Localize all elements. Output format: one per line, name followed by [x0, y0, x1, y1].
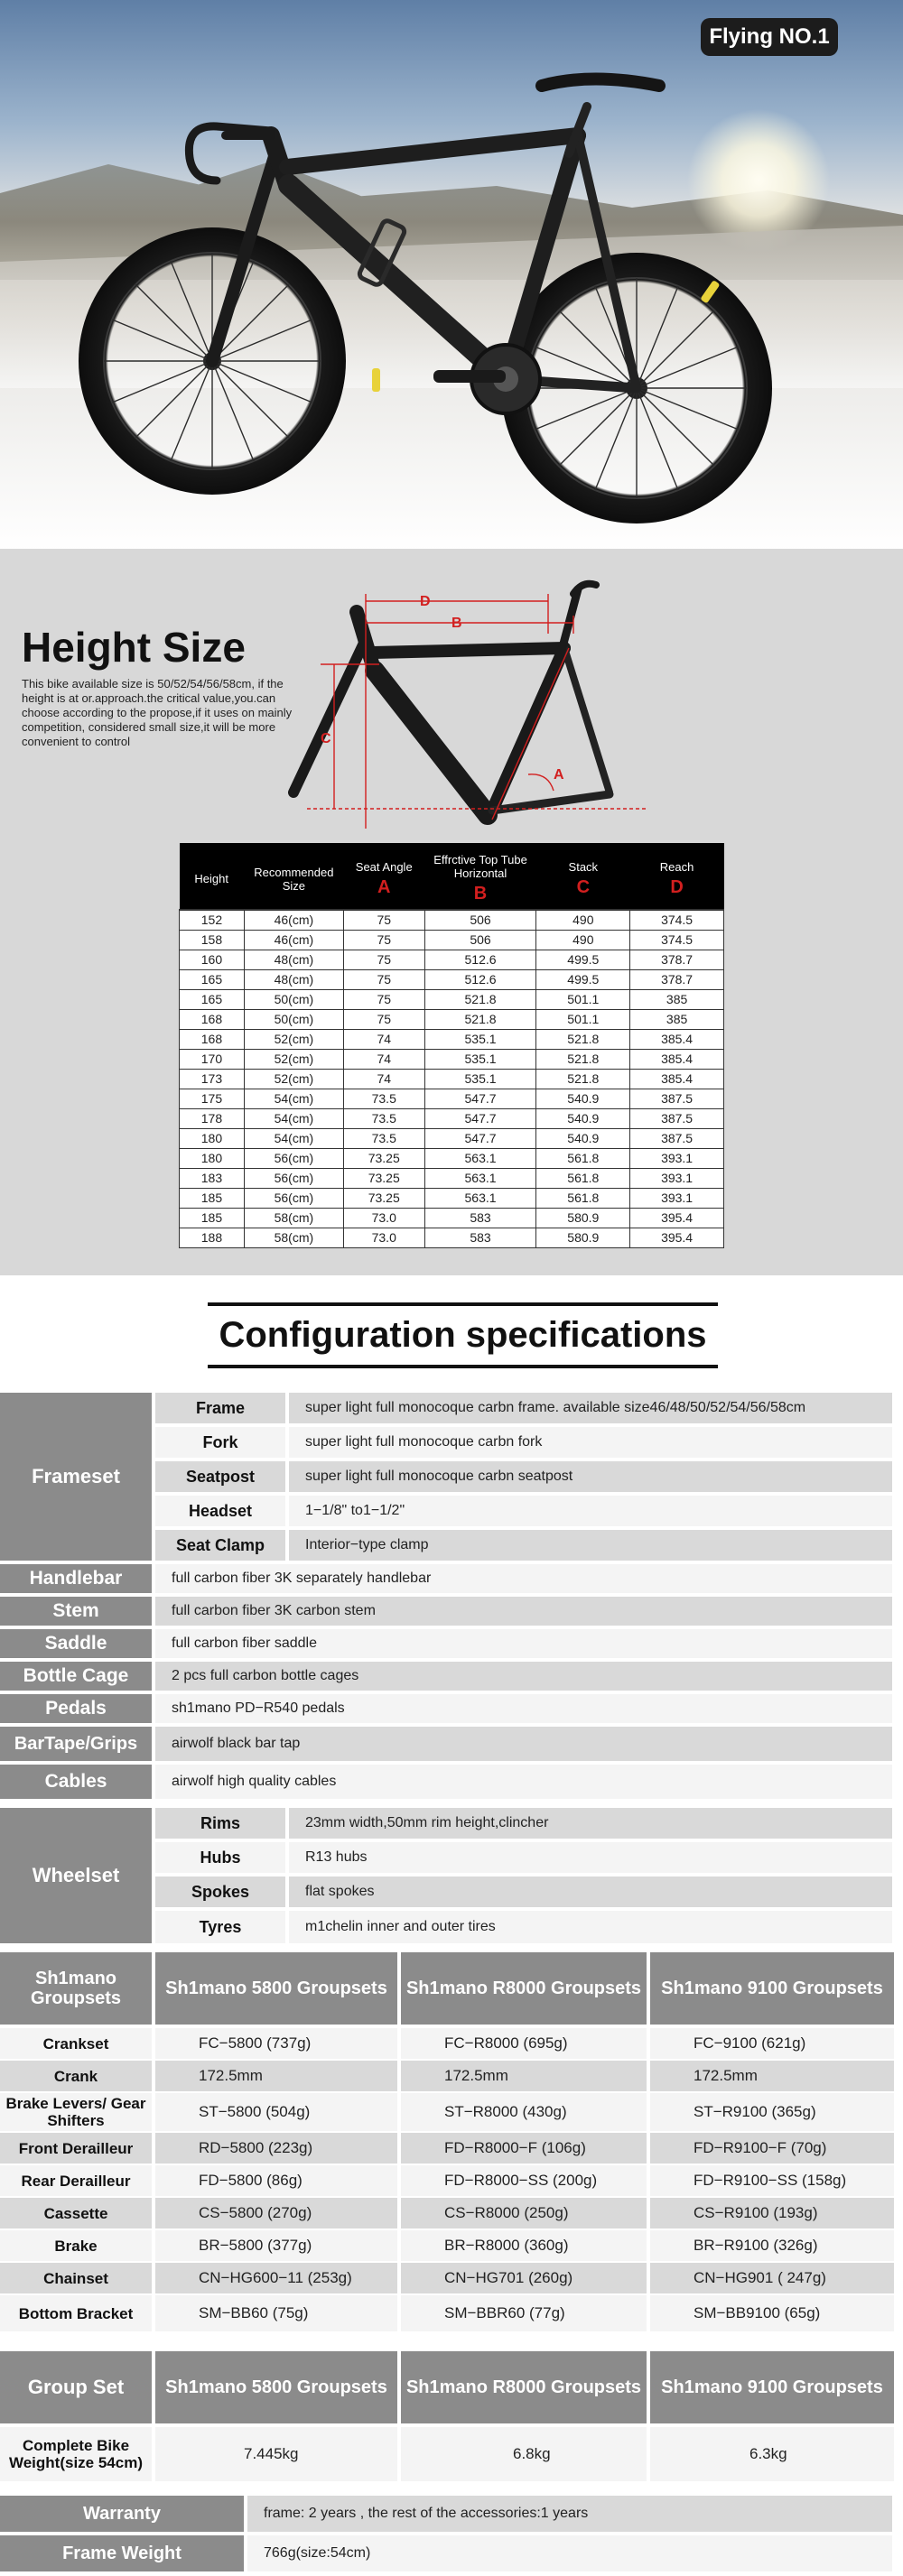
geometry-cell: 521.8 — [536, 1069, 630, 1089]
groupset-row-value: FC−5800 (737g) — [155, 2028, 397, 2059]
geometry-row — [180, 1168, 724, 1188]
hubs-label: Hubs — [155, 1842, 285, 1873]
group-set-category: Group Set — [0, 2351, 152, 2423]
groupset-row-value: ST−R9100 (365g) — [650, 2093, 894, 2131]
geometry-row — [180, 1029, 724, 1049]
groupset-row-value: 172.5mm — [155, 2061, 397, 2091]
geometry-cell: 46(cm) — [244, 910, 343, 930]
geometry-row — [180, 930, 724, 950]
geometry-row — [180, 1188, 724, 1208]
frame-weight-label: Frame Weight — [0, 2535, 244, 2571]
saddle-label: Saddle — [0, 1629, 152, 1658]
spokes-label: Spokes — [155, 1876, 285, 1907]
geometry-cell: 393.1 — [630, 1148, 724, 1168]
geometry-cell: 501.1 — [536, 989, 630, 1009]
hubs-value: R13 hubs — [289, 1842, 892, 1873]
tyres-value: m1chelin inner and outer tires — [289, 1911, 892, 1943]
geometry-row — [180, 950, 724, 969]
geometry-cell: 561.8 — [536, 1188, 630, 1208]
stem-value: full carbon fiber 3K carbon stem — [155, 1597, 892, 1626]
groupset-col-r8000: Sh1mano R8000 Groupsets — [401, 1952, 647, 2025]
groupset-row-value: FD−R9100−SS (158g) — [650, 2165, 894, 2196]
groupset-row-value: FC−9100 (621g) — [650, 2028, 894, 2059]
geometry-cell: 499.5 — [536, 969, 630, 989]
groupset-row-label: Rear Derailleur — [0, 2165, 152, 2196]
config-title: Configuration specifications — [208, 1302, 718, 1368]
geometry-cell: 395.4 — [630, 1228, 724, 1247]
groupset-row-label: Chainset — [0, 2263, 152, 2293]
groupset-row-value: SM−BB60 (75g) — [155, 2295, 397, 2331]
frame-label: Frame — [155, 1393, 285, 1423]
groupset-row-label: Brake — [0, 2230, 152, 2261]
geometry-cell: 506 — [424, 930, 536, 950]
groupset-row-value: ST−5800 (504g) — [155, 2093, 397, 2131]
geometry-cell: 73.5 — [343, 1089, 424, 1108]
groupset-row-value: SM−BBR60 (77g) — [401, 2295, 647, 2331]
crankset — [433, 345, 540, 413]
geometry-cell: 160 — [180, 950, 245, 969]
geometry-cell: 385.4 — [630, 1029, 724, 1049]
geometry-cell: 547.7 — [424, 1108, 536, 1128]
geometry-cell: 52(cm) — [244, 1049, 343, 1069]
geometry-cell: 521.8 — [536, 1029, 630, 1049]
geometry-row — [180, 1089, 724, 1108]
groupset-row-value: RD−5800 (223g) — [155, 2133, 397, 2164]
groupset-row-value: BR−R9100 (326g) — [650, 2230, 894, 2261]
geometry-cell: 540.9 — [536, 1108, 630, 1128]
geometry-row — [180, 989, 724, 1009]
geometry-cell: 385 — [630, 989, 724, 1009]
bartape-value: airwolf black bar tap — [155, 1727, 892, 1761]
geometry-cell: 73.5 — [343, 1108, 424, 1128]
geometry-cell: 50(cm) — [244, 1009, 343, 1029]
geometry-cell: 168 — [180, 1009, 245, 1029]
header-reach: Reach D — [630, 843, 724, 910]
hero-banner — [0, 0, 903, 551]
groupset-row-value: BR−R8000 (360g) — [401, 2230, 647, 2261]
geometry-cell: 52(cm) — [244, 1029, 343, 1049]
geometry-cell: 74 — [343, 1069, 424, 1089]
group-set-col-5800: Sh1mano 5800 Groupsets — [155, 2351, 397, 2423]
groupset-row-value: 172.5mm — [401, 2061, 647, 2091]
tyres-label: Tyres — [155, 1911, 285, 1943]
geometry-cell: 395.4 — [630, 1208, 724, 1228]
geometry-cell: 374.5 — [630, 930, 724, 950]
handlebar-label: Handlebar — [0, 1564, 152, 1593]
rims-label: Rims — [155, 1808, 285, 1839]
stem-label: Stem — [0, 1597, 152, 1626]
geometry-cell: 490 — [536, 930, 630, 950]
groupset-row-value: FC−R8000 (695g) — [401, 2028, 647, 2059]
geometry-cell: 56(cm) — [244, 1168, 343, 1188]
geometry-cell: 385.4 — [630, 1069, 724, 1089]
frame-geometry-diagram — [266, 558, 682, 838]
pedals-value: sh1mano PD−R540 pedals — [155, 1694, 892, 1723]
geometry-cell: 75 — [343, 969, 424, 989]
geometry-cell: 152 — [180, 910, 245, 930]
groupset-col-5800: Sh1mano 5800 Groupsets — [155, 1952, 397, 2025]
cables-label: Cables — [0, 1765, 152, 1799]
geometry-cell: 74 — [343, 1029, 424, 1049]
header-stack: Stack C — [536, 843, 630, 910]
geometry-cell: 374.5 — [630, 910, 724, 930]
geometry-cell: 583 — [424, 1208, 536, 1228]
geometry-cell: 46(cm) — [244, 930, 343, 950]
geometry-cell: 393.1 — [630, 1168, 724, 1188]
rims-value: 23mm width,50mm rim height,clincher — [289, 1808, 892, 1839]
groupset-row-value: CS−R8000 (250g) — [401, 2198, 647, 2229]
handlebar-value: full carbon fiber 3K separately handlebar — [155, 1564, 892, 1593]
geometry-cell: 185 — [180, 1208, 245, 1228]
bottle-cage-label: Bottle Cage — [0, 1662, 152, 1691]
brand-badge: Flying NO.1 — [701, 18, 838, 56]
groupset-row-label: Cassette — [0, 2198, 152, 2229]
size-title: Height Size — [22, 624, 246, 671]
bike-illustration — [0, 0, 903, 551]
groupset-row-value: FD−5800 (86g) — [155, 2165, 397, 2196]
geometry-cell: 512.6 — [424, 950, 536, 969]
groupset-row-value: CN−HG901 ( 247g) — [650, 2263, 894, 2293]
geometry-cell: 521.8 — [536, 1049, 630, 1069]
geometry-row — [180, 1228, 724, 1247]
geometry-cell: 54(cm) — [244, 1108, 343, 1128]
geometry-row — [180, 1108, 724, 1128]
warranty-label: Warranty — [0, 2496, 244, 2532]
geometry-cell: 180 — [180, 1148, 245, 1168]
header-top-tube: Effrctive Top Tube Horizontal B — [424, 843, 536, 910]
geometry-cell: 540.9 — [536, 1128, 630, 1148]
geometry-cell: 75 — [343, 989, 424, 1009]
complete-weight-label: Complete Bike Weight(size 54cm) — [0, 2427, 152, 2481]
geometry-cell: 73.25 — [343, 1168, 424, 1188]
header-seat-angle: Seat Angle A — [343, 843, 424, 910]
geometry-cell: 378.7 — [630, 950, 724, 969]
geometry-cell: 165 — [180, 969, 245, 989]
geometry-cell: 387.5 — [630, 1108, 724, 1128]
geometry-cell: 180 — [180, 1128, 245, 1148]
bartape-label: BarTape/Grips — [0, 1727, 152, 1761]
geometry-cell: 521.8 — [424, 1009, 536, 1029]
geometry-cell: 165 — [180, 989, 245, 1009]
geometry-cell: 56(cm) — [244, 1148, 343, 1168]
config-title-section — [0, 1275, 903, 1393]
geometry-label-d: D — [420, 594, 431, 609]
geometry-cell: 393.1 — [630, 1188, 724, 1208]
geometry-cell: 188 — [180, 1228, 245, 1247]
geometry-cell: 512.6 — [424, 969, 536, 989]
geometry-cell: 173 — [180, 1069, 245, 1089]
geometry-cell: 583 — [424, 1228, 536, 1247]
geometry-cell: 75 — [343, 950, 424, 969]
groupset-col-9100: Sh1mano 9100 Groupsets — [650, 1952, 894, 2025]
geometry-cell: 499.5 — [536, 950, 630, 969]
groupset-row-label: Crankset — [0, 2028, 152, 2059]
saddle-value: full carbon fiber saddle — [155, 1629, 892, 1658]
geometry-label-b: B — [452, 616, 462, 631]
groupset-row-value: ST−R8000 (430g) — [401, 2093, 647, 2131]
geometry-cell: 73.0 — [343, 1228, 424, 1247]
header-recommended-size: Recommended Size — [244, 843, 343, 910]
geometry-cell: 58(cm) — [244, 1208, 343, 1228]
geometry-cell: 178 — [180, 1108, 245, 1128]
seat-clamp-value: Interior−type clamp — [289, 1530, 892, 1561]
geometry-row — [180, 1148, 724, 1168]
geometry-label-a: A — [554, 767, 564, 783]
geometry-row — [180, 1009, 724, 1029]
groupset-row-value: CS−5800 (270g) — [155, 2198, 397, 2229]
weight-r8000: 6.8kg — [401, 2427, 647, 2481]
groupset-row-label: Crank — [0, 2061, 152, 2091]
groupset-row-label: Front Derailleur — [0, 2133, 152, 2164]
warranty-value: frame: 2 years , the rest of the accessories:1 years — [247, 2496, 892, 2532]
geometry-cell: 175 — [180, 1089, 245, 1108]
groupset-row-value: BR−5800 (377g) — [155, 2230, 397, 2261]
geometry-cell: 168 — [180, 1029, 245, 1049]
geometry-cell: 535.1 — [424, 1029, 536, 1049]
geometry-cell: 74 — [343, 1049, 424, 1069]
geometry-cell: 561.8 — [536, 1168, 630, 1188]
geometry-cell: 170 — [180, 1049, 245, 1069]
group-set-col-r8000: Sh1mano R8000 Groupsets — [401, 2351, 647, 2423]
frameset-category: Frameset — [0, 1393, 152, 1561]
geometry-cell: 75 — [343, 930, 424, 950]
frame-value: super light full monocoque carbn frame. available size46/48/50/52/54/56/58cm — [289, 1393, 892, 1423]
geometry-cell: 547.7 — [424, 1089, 536, 1108]
geometry-cell: 185 — [180, 1188, 245, 1208]
geometry-cell: 535.1 — [424, 1049, 536, 1069]
geometry-cell: 48(cm) — [244, 950, 343, 969]
geometry-cell: 54(cm) — [244, 1128, 343, 1148]
groupset-row-label: Brake Levers/ Gear Shifters — [0, 2093, 152, 2131]
geometry-cell: 58(cm) — [244, 1228, 343, 1247]
geometry-cell: 521.8 — [424, 989, 536, 1009]
groupsets-category: Sh1mano Groupsets — [0, 1952, 152, 2025]
geometry-cell: 535.1 — [424, 1069, 536, 1089]
geometry-table-body — [180, 910, 724, 1247]
geometry-cell: 561.8 — [536, 1148, 630, 1168]
geometry-cell: 563.1 — [424, 1188, 536, 1208]
cables-value: airwolf high quality cables — [155, 1765, 892, 1799]
geometry-cell: 75 — [343, 910, 424, 930]
geometry-cell: 580.9 — [536, 1228, 630, 1247]
geometry-cell: 158 — [180, 930, 245, 950]
geometry-row — [180, 1128, 724, 1148]
geometry-cell: 506 — [424, 910, 536, 930]
pedals-label: Pedals — [0, 1694, 152, 1723]
geometry-cell: 48(cm) — [244, 969, 343, 989]
geometry-cell: 56(cm) — [244, 1188, 343, 1208]
geometry-cell: 563.1 — [424, 1148, 536, 1168]
groupset-row-label: Bottom Bracket — [0, 2295, 152, 2331]
seatpost-value: super light full monocoque carbn seatpost — [289, 1461, 892, 1492]
groupset-row-value: FD−R8000−F (106g) — [401, 2133, 647, 2164]
geometry-cell: 385.4 — [630, 1049, 724, 1069]
geometry-cell: 387.5 — [630, 1128, 724, 1148]
groupset-row-value: CS−R9100 (193g) — [650, 2198, 894, 2229]
geometry-cell: 73.25 — [343, 1188, 424, 1208]
fork-label: Fork — [155, 1427, 285, 1458]
geometry-cell: 73.0 — [343, 1208, 424, 1228]
geometry-cell: 387.5 — [630, 1089, 724, 1108]
seat-clamp-label: Seat Clamp — [155, 1530, 285, 1561]
headset-value: 1−1/8" to1−1/2" — [289, 1496, 892, 1526]
geometry-cell: 378.7 — [630, 969, 724, 989]
header-height: Height — [180, 843, 245, 910]
size-description: This bike available size is 50/52/54/56/58cm, if the height is at or.approach.the critical value,you.can choose according to the propose,if it uses on mainly competition, considered small size,it will be more convenient to control — [22, 677, 293, 748]
bottle-cage-value: 2 pcs full carbon bottle cages — [155, 1662, 892, 1691]
geometry-cell: 73.5 — [343, 1128, 424, 1148]
weight-5800: 7.445kg — [155, 2427, 397, 2481]
geometry-table — [179, 843, 724, 1248]
groupset-row-value: FD−R8000−SS (200g) — [401, 2165, 647, 2196]
height-size-section — [0, 549, 903, 1275]
geometry-cell: 490 — [536, 910, 630, 930]
geometry-cell: 385 — [630, 1009, 724, 1029]
spokes-value: flat spokes — [289, 1876, 892, 1907]
geometry-cell: 547.7 — [424, 1128, 536, 1148]
geometry-cell: 563.1 — [424, 1168, 536, 1188]
geometry-cell: 50(cm) — [244, 989, 343, 1009]
groupset-row-value: CN−HG701 (260g) — [401, 2263, 647, 2293]
geometry-cell: 54(cm) — [244, 1089, 343, 1108]
geometry-cell: 75 — [343, 1009, 424, 1029]
geometry-cell: 501.1 — [536, 1009, 630, 1029]
seatpost-label: Seatpost — [155, 1461, 285, 1492]
fork-value: super light full monocoque carbn fork — [289, 1427, 892, 1458]
geometry-table-header — [180, 843, 724, 910]
front-wheel — [79, 227, 380, 495]
groupset-row-value: SM−BB9100 (65g) — [650, 2295, 894, 2331]
frame-weight-value: 766g(size:54cm) — [247, 2535, 892, 2571]
geometry-row — [180, 1049, 724, 1069]
geometry-cell: 52(cm) — [244, 1069, 343, 1089]
group-set-col-9100: Sh1mano 9100 Groupsets — [650, 2351, 894, 2423]
groupset-row-value: CN−HG600−11 (253g) — [155, 2263, 397, 2293]
geometry-cell: 540.9 — [536, 1089, 630, 1108]
geometry-row — [180, 969, 724, 989]
groupset-row-value: FD−R9100−F (70g) — [650, 2133, 894, 2164]
geometry-row — [180, 1069, 724, 1089]
geometry-cell: 73.25 — [343, 1148, 424, 1168]
geometry-cell: 183 — [180, 1168, 245, 1188]
geometry-label-c: C — [321, 731, 331, 746]
headset-label: Headset — [155, 1496, 285, 1526]
geometry-row — [180, 910, 724, 930]
weight-9100: 6.3kg — [650, 2427, 894, 2481]
geometry-cell: 580.9 — [536, 1208, 630, 1228]
groupset-row-value: 172.5mm — [650, 2061, 894, 2091]
wheelset-category: Wheelset — [0, 1808, 152, 1943]
geometry-row — [180, 1208, 724, 1228]
